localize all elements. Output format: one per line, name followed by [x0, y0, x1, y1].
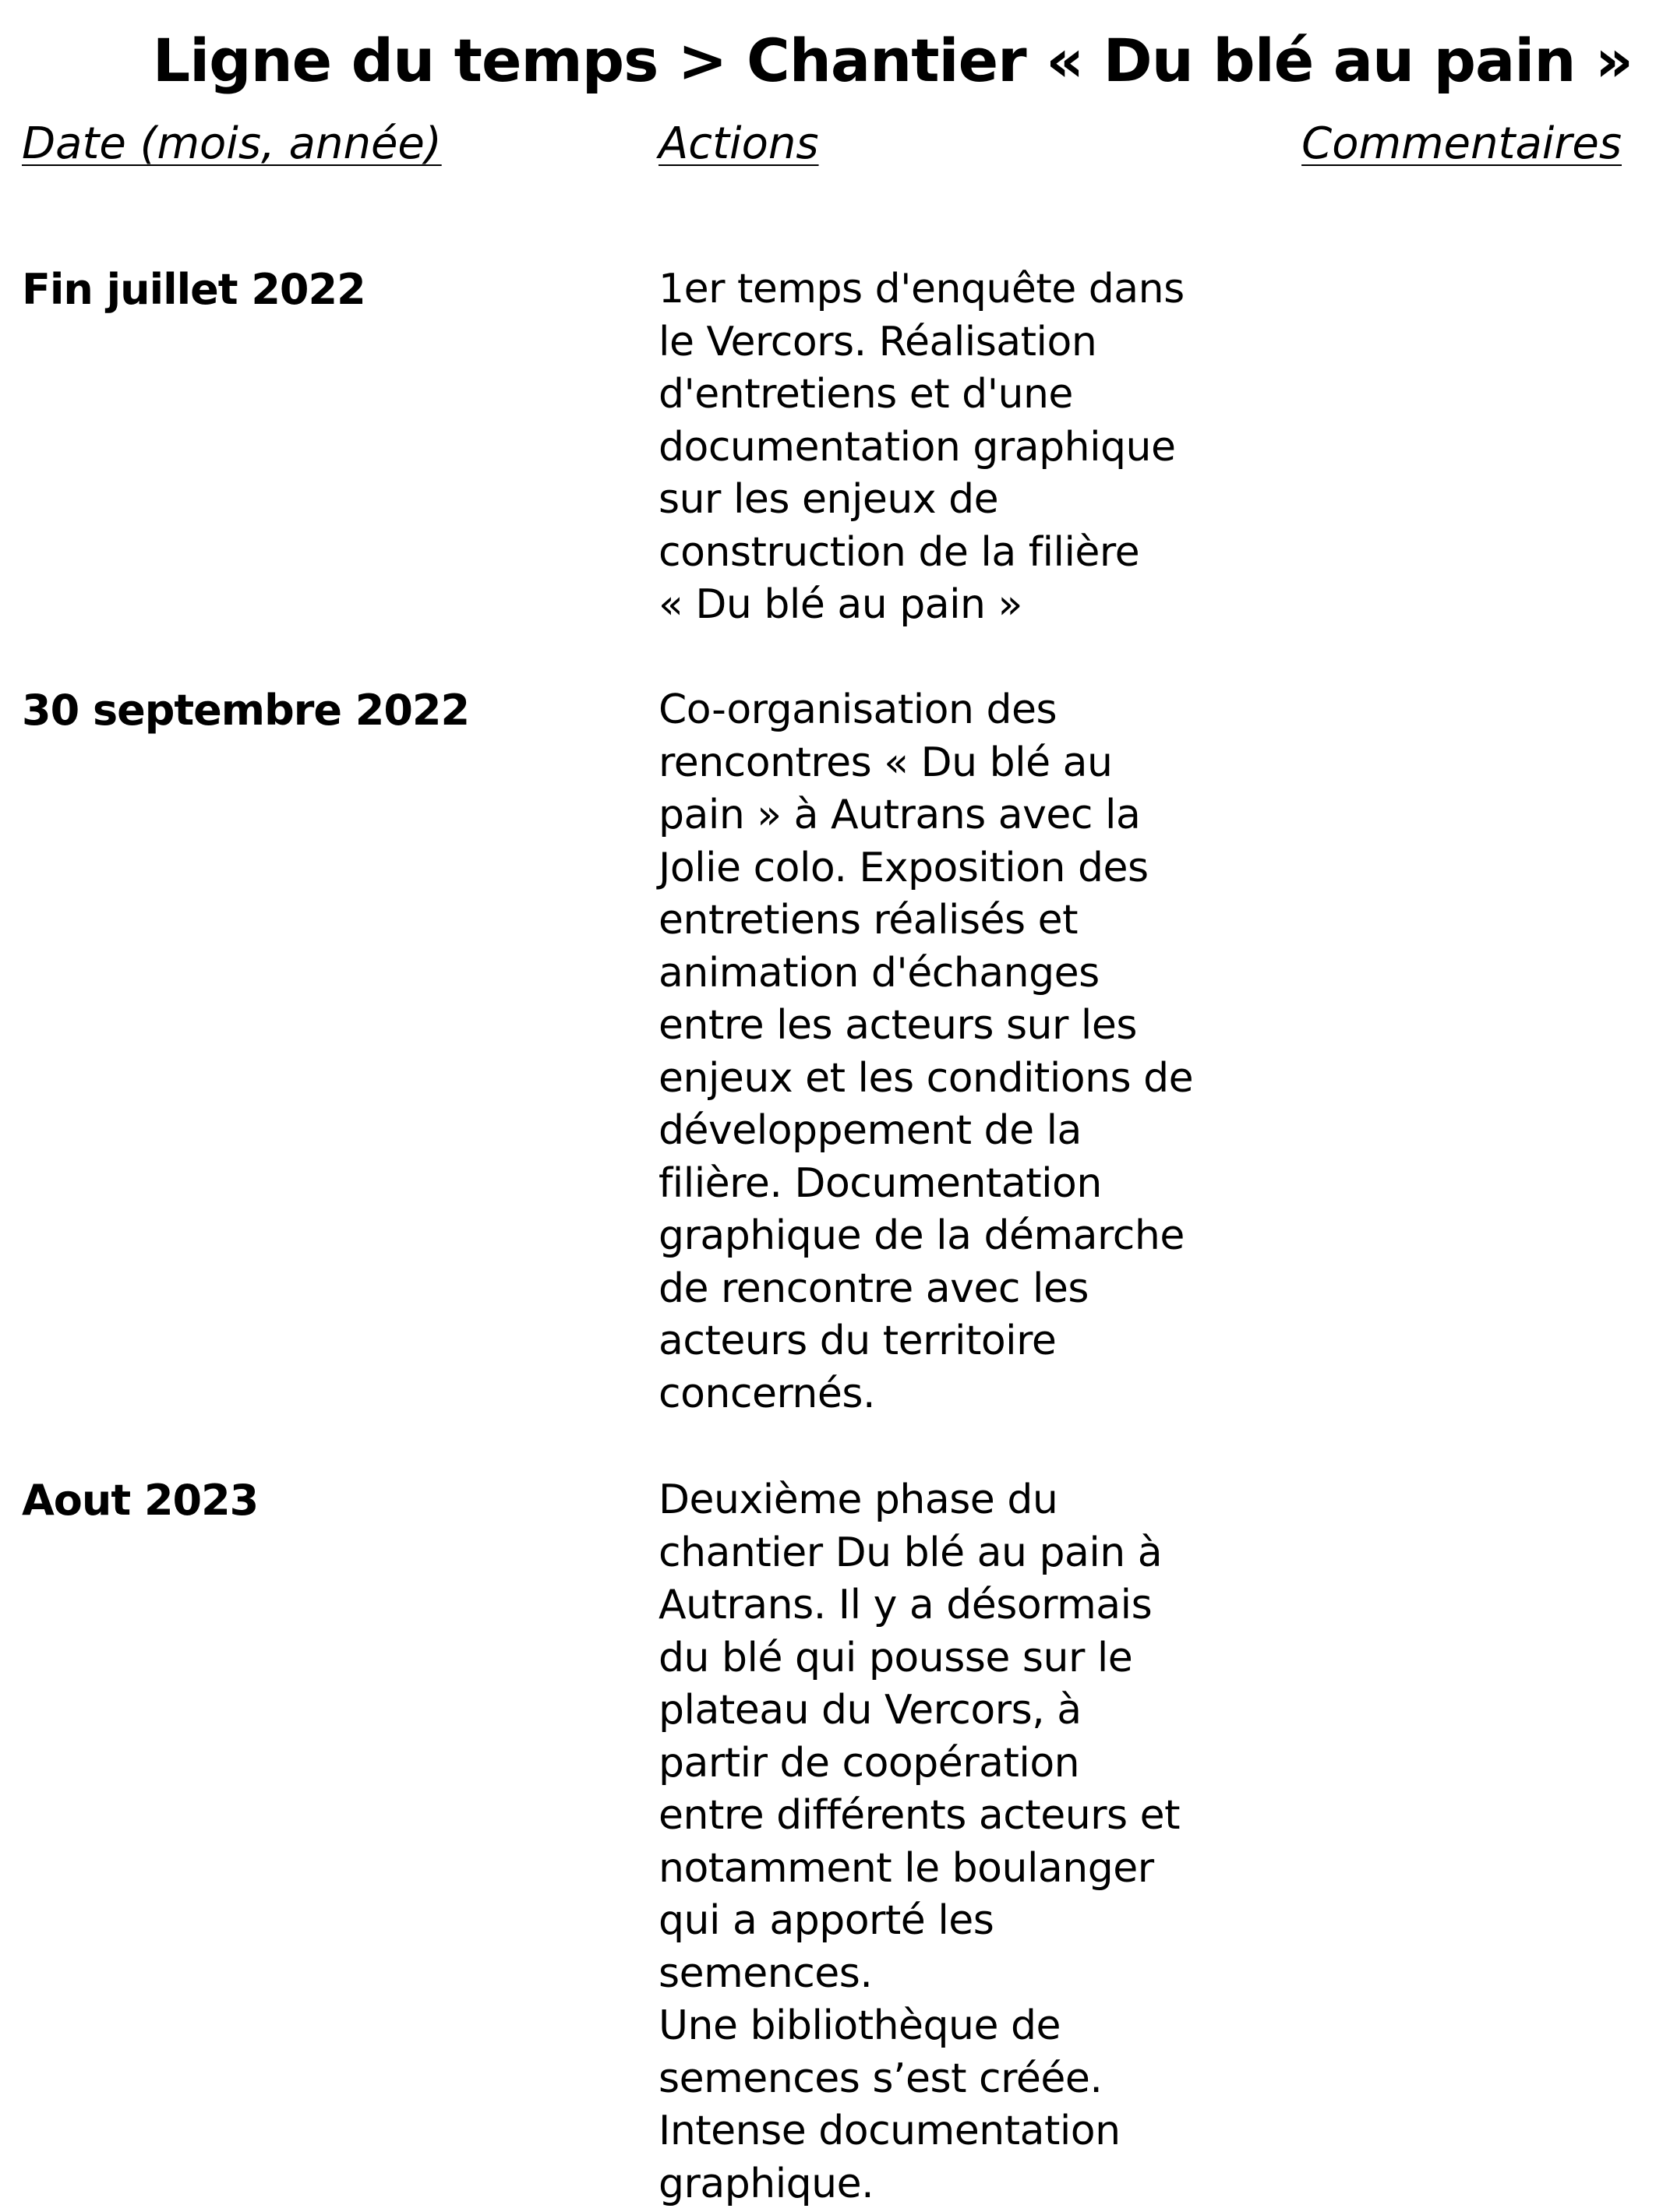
entry-date: Fin juillet 2022 [22, 265, 365, 314]
entry-date: Aout 2023 [22, 1476, 259, 1525]
column-header-comments: Commentaires [1301, 118, 1622, 169]
page-title: Ligne du temps > Chantier « Du blé au pain » [152, 26, 1633, 95]
column-header-date: Date (mois, année) [22, 118, 442, 169]
column-header-actions: Actions [659, 118, 819, 169]
entry-actions: Co-organisation des rencontres « Du blé au pain » à Autrans avec la Jolie colo. Exposition des entretiens réalisés et animation d'échanges entre les acteurs sur les enjeux et les conditions de développement de la filière. Documentation graphique de la démarche de rencontre avec les acteurs du territoire concernés. [659, 686, 1194, 1417]
entry-actions: Deuxième phase du chantier Du blé au pain à Autrans. Il y a désormais du blé qui pousse sur le plateau du Vercors, à partir de coopération entre différents acteurs et notamment le boulanger qui a apporté les semences. Une bibliothèque de semences s’est créée. Intense documentation graphique. [659, 1476, 1181, 2207]
entry-date: 30 septembre 2022 [22, 686, 470, 735]
entry-actions: 1er temps d'enquête dans le Vercors. Réalisation d'entretiens et d'une documentation graphique sur les enjeux de construction de la filière « Du blé au pain » [659, 266, 1185, 628]
